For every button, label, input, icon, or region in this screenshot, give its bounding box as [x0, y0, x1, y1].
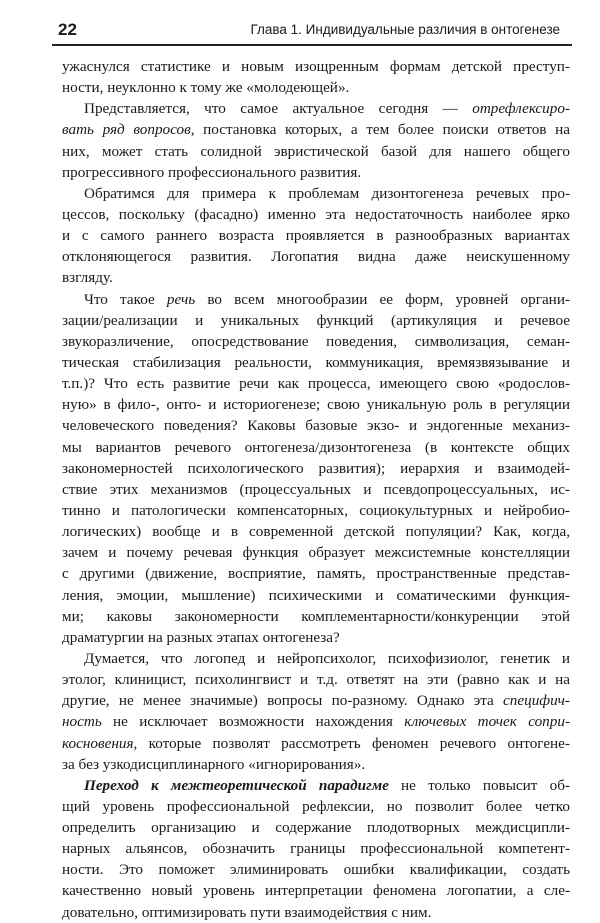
text-segment: зачем и почему речевая функция образует межсистемные констелляции [62, 544, 570, 562]
text-segment: специфич- [503, 692, 570, 710]
text-segment: во всем многообразии ее форм, уровней органи- [195, 290, 570, 308]
text-segment: закономерностей психологического развития); иерархия и взаимодей- [62, 459, 570, 477]
text-segment: Переход к межтеоретической парадигме [84, 776, 389, 794]
body-text [62, 56, 570, 923]
text-segment: ную» в фило-, онто- и историогенезе; свою уникальную роль в регуляции [62, 396, 570, 414]
text-line [62, 902, 570, 923]
text-segment: цессов, поскольку (фасадно) именно эта недостаточность наиболее ярко [62, 205, 570, 223]
text-line [62, 437, 570, 458]
text-segment: ми; каковы закономерности комплементарности/конкуренции этой [62, 607, 570, 625]
text-line [62, 352, 570, 373]
text-line [62, 859, 570, 880]
text-segment: за без узкодисциплинарного «игнорирования». [62, 755, 366, 773]
text-line [62, 500, 570, 521]
text-segment: человеческого поведения? Каковы базовые экзо- и эндогенные механиз- [62, 417, 570, 435]
text-line [62, 648, 570, 669]
text-line [62, 754, 570, 775]
text-line [62, 246, 570, 267]
paragraph [62, 98, 570, 183]
text-line [62, 331, 570, 352]
paragraph [62, 648, 570, 775]
text-segment: звукоразличение, опосредствование поведения, символизация, семан- [62, 332, 570, 350]
text-line [62, 98, 570, 119]
text-line [62, 225, 570, 246]
text-line [62, 563, 570, 584]
text-line [62, 479, 570, 500]
text-line [62, 521, 570, 542]
paragraph [62, 56, 570, 98]
text-line [62, 56, 570, 77]
text-segment: тическая стабилизация реальности, коммуникация, времязвязывание и [62, 353, 570, 371]
text-segment: Обратимся для примера к проблемам дизонтогенеза речевых про- [84, 184, 570, 202]
text-line [62, 585, 570, 606]
text-line [62, 267, 570, 288]
header-rule [52, 44, 572, 46]
text-segment: ности. Это поможет элиминировать ошибки квалификации, создать [62, 861, 570, 879]
paragraph [62, 289, 570, 648]
text-segment: ность [62, 713, 102, 731]
text-line [62, 838, 570, 859]
text-segment: и с самого раннего возраста проявляется в разнообразных вариантах [62, 227, 570, 245]
text-line [62, 289, 570, 310]
text-line [62, 796, 570, 817]
text-segment: логических) вообще и в современной детской популяции? Как, когда, [62, 523, 570, 541]
text-line [62, 373, 570, 394]
text-segment: отклоняющегося развития. Логопатия видна даже неискушенному [62, 248, 570, 266]
text-segment: зации/реализации и уникальных функций (артикуляция и речевое [62, 311, 570, 329]
text-line [62, 711, 570, 732]
text-segment: ужаснулся статистике и новым изощренным формам детской преступ- [62, 58, 570, 75]
text-segment: т.п.)? Что есть развитие речи как процесса, имеющего свою «родослов- [62, 375, 570, 393]
text-segment: тинно и патологически компенсаторных, социокультурных и нейробио- [62, 501, 570, 519]
text-line [62, 162, 570, 183]
text-segment: щий уровень профессиональной рефлексии, но позволит более четко [62, 797, 570, 815]
page-number: 22 [58, 20, 77, 39]
text-line [62, 542, 570, 563]
text-segment: Думается, что логопед и нейропсихолог, психофизиолог, генетик и [84, 649, 570, 667]
text-segment: , которые позволят рассмотреть феномен речевого онтогене- [133, 734, 570, 752]
text-line [62, 204, 570, 225]
text-line [62, 77, 570, 98]
text-segment: Что такое [84, 290, 167, 308]
text-segment: прогрессивного профессионального развития. [62, 163, 362, 181]
text-segment: речь [166, 290, 196, 308]
text-line [62, 119, 570, 140]
text-segment: ключевых точек сопри- [404, 713, 571, 731]
text-line [62, 458, 570, 479]
text-segment: отрефлексиро- [472, 100, 570, 118]
text-segment: ности, неуклонно к тому же «молодеющей». [62, 79, 350, 97]
text-segment: этолог, клиницист, психолингвист и т.д. ответят на эти (равно как и на [62, 671, 570, 689]
text-line [62, 775, 570, 796]
text-segment: довательно, оптимизировать пути взаимодействия с ним. [62, 903, 432, 921]
text-segment: не только повысит об- [388, 776, 570, 794]
text-segment: вать ряд вопросов [62, 121, 191, 139]
text-segment: качественно новый уровень интерпретации феномена логопатии, а сле- [62, 882, 570, 900]
text-line [62, 817, 570, 838]
text-line [62, 394, 570, 415]
text-line [62, 183, 570, 204]
text-segment: , постановка которых, а тем более поиски ответов на [190, 121, 570, 139]
paragraph [62, 775, 570, 923]
text-line [62, 310, 570, 331]
text-line [62, 880, 570, 901]
text-segment: косновения [62, 734, 134, 752]
text-line [62, 606, 570, 627]
text-segment: с другими (движение, восприятие, память, пространственные представ- [62, 565, 570, 583]
paragraph [62, 183, 570, 289]
page-header [52, 18, 572, 42]
text-line [62, 627, 570, 648]
text-segment: Представляется, что самое актуальное сегодня — [84, 100, 473, 118]
text-segment: ления, эмоции, мышление) психическими и соматическими функция- [62, 586, 570, 604]
text-line [62, 733, 570, 754]
text-line [62, 669, 570, 690]
text-segment: драматургии на разных этапах онтогенеза? [62, 628, 340, 646]
text-line [62, 415, 570, 436]
text-line [62, 141, 570, 162]
text-line [62, 690, 570, 711]
text-segment: них, может стать солидной эвристической базой для нашего общего [62, 142, 570, 160]
text-segment: ствие этих механизмов (процессуальных и псевдопроцессуальных, ис- [62, 480, 570, 498]
text-segment: другие, не менее значимые) вопросы по-разному. Однако эта [62, 692, 504, 710]
text-segment: определить организацию и содержание плодотворных междисципли- [62, 819, 570, 837]
running-head: Глава 1. Индивидуальные различия в онтогенезе [250, 22, 560, 37]
text-segment: взгляду. [62, 269, 113, 287]
text-segment: мы вариантов речевого онтогенеза/дизонтогенеза (в контексте общих [62, 438, 570, 456]
text-segment: не исключает возможности нахождения [101, 713, 405, 731]
text-segment: нарных альянсов, обозначить границы профессиональной компетент- [62, 840, 570, 858]
